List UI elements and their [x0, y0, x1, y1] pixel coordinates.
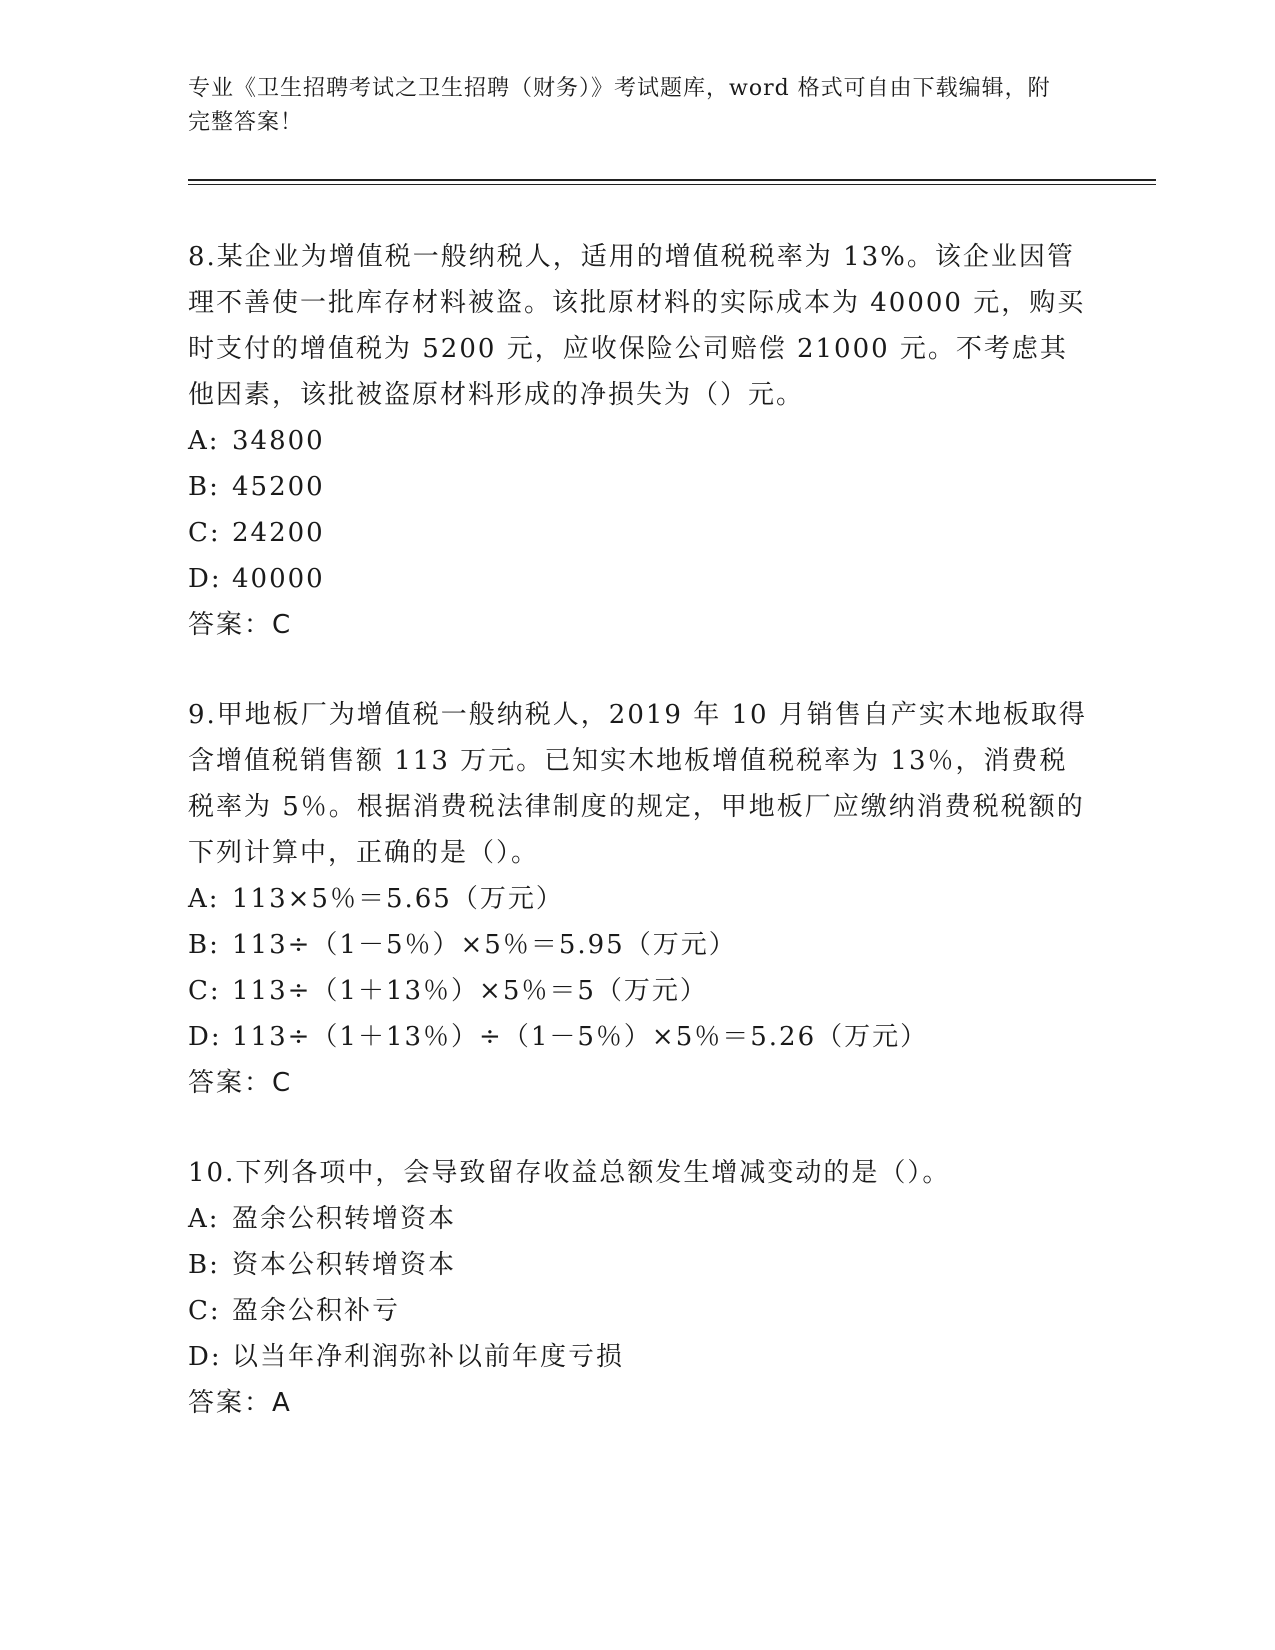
- question-stem: 8.某企业为增值税一般纳税人，适用的增值税税率为 13%。该企业因管理不善使一批库存材料被盗。该批原材料的实际成本为 40000 元，购买时支付的增值税为 5200 元，应收保险公司赔偿 21000 元。不考虑其他因素，该批被盗原材料形成的净损失为（）元。: [188, 242, 1086, 410]
- option-text: 113×5％＝5.65（万元）: [232, 884, 564, 914]
- option-b: [188, 1242, 1088, 1288]
- header-divider-thick: [188, 179, 1156, 181]
- option-text: 113÷（1＋13％）÷（1－5％）×5％＝5.26（万元）: [232, 1022, 929, 1052]
- option-text: 盈余公积转增资本: [232, 1204, 457, 1234]
- option-text: 113÷（1＋13％）×5％＝5（万元）: [232, 976, 708, 1006]
- question-9: [188, 692, 1088, 1106]
- option-key: C:: [188, 1296, 221, 1326]
- option-a: [188, 418, 1088, 464]
- option-a: [188, 1196, 1088, 1242]
- option-text: 以当年净利润弥补以前年度亏损: [232, 1342, 625, 1372]
- option-c: [188, 510, 1088, 556]
- question-10: [188, 1150, 1088, 1426]
- option-d: [188, 1014, 1088, 1060]
- option-c: [188, 1288, 1088, 1334]
- option-text: 资本公积转增资本: [232, 1250, 457, 1280]
- answer-line: 答案：C: [188, 1068, 293, 1098]
- option-key: A:: [188, 884, 220, 914]
- option-key: B:: [188, 472, 220, 502]
- option-text: 盈余公积补亏: [232, 1296, 401, 1326]
- option-text: 34800: [232, 426, 325, 456]
- option-text: 113÷（1－5％）×5％＝5.95（万元）: [232, 930, 737, 960]
- option-b: [188, 922, 1088, 968]
- option-a: [188, 876, 1088, 922]
- header-divider-thin: [188, 184, 1156, 185]
- option-key: A:: [188, 426, 220, 456]
- option-text: 45200: [232, 472, 325, 502]
- option-d: [188, 556, 1088, 602]
- option-b: [188, 464, 1088, 510]
- option-key: B:: [188, 1250, 220, 1280]
- option-d: [188, 1334, 1088, 1380]
- option-c: [188, 968, 1088, 1014]
- option-text: 40000: [232, 564, 325, 594]
- answer-line: 答案：C: [188, 610, 293, 640]
- question-stem: 10.下列各项中，会导致留存收益总额发生增减变动的是（）。: [188, 1158, 951, 1188]
- option-key: C:: [188, 518, 221, 548]
- option-key: D:: [188, 1022, 222, 1052]
- question-8: [188, 234, 1088, 648]
- option-key: B:: [188, 930, 220, 960]
- option-key: C:: [188, 976, 221, 1006]
- option-key: D:: [188, 564, 222, 594]
- option-text: 24200: [232, 518, 325, 548]
- option-key: D:: [188, 1342, 222, 1372]
- answer-line: 答案：A: [188, 1388, 292, 1418]
- document-header: 专业《卫生招聘考试之卫生招聘（财务）》考试题库，word 格式可自由下载编辑，附完整答案！: [188, 76, 1051, 135]
- option-key: A:: [188, 1204, 220, 1234]
- question-stem: 9.甲地板厂为增值税一般纳税人，2019 年 10 月销售自产实木地板取得含增值税销售额 113 万元。已知实木地板增值税税率为 13％，消费税税率为 5％。根据消费税法律制度的规定，甲地板厂应缴纳消费税税额的下列计算中，正确的是（）。: [188, 700, 1087, 868]
